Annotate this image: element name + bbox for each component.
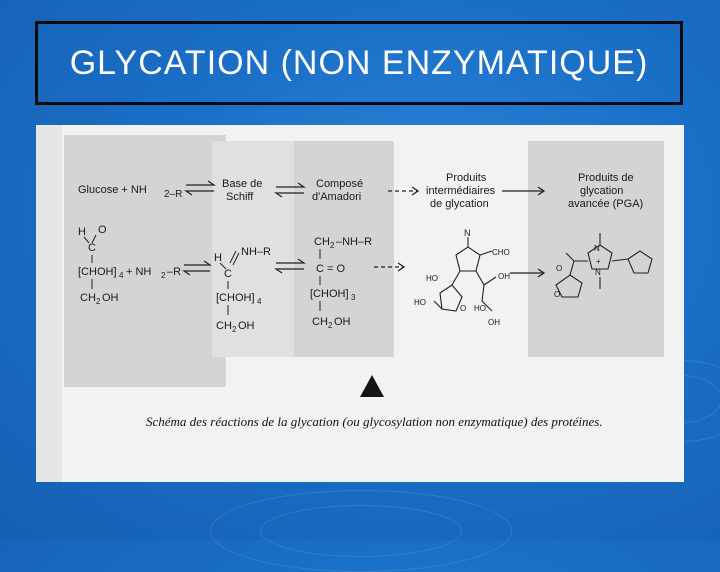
glucose-structure — [78, 224, 181, 306]
triangle-marker-icon — [360, 375, 384, 397]
svg-text:CH: CH — [312, 316, 328, 328]
svg-text:CH: CH — [314, 236, 330, 248]
intermediate-header-line1: Produits — [446, 172, 487, 184]
dashed-arrow — [388, 187, 418, 195]
pga-structure — [556, 233, 652, 297]
intermediate-header-line2: intermédiaires — [426, 185, 496, 197]
svg-text:C: C — [224, 268, 232, 280]
svg-text:[CHOH]: [CHOH] — [216, 292, 255, 304]
svg-text:N: N — [594, 244, 600, 253]
amadori-header-line1: Composé — [316, 178, 364, 190]
schiff-header-line1: Base de — [222, 178, 263, 190]
svg-text:N: N — [464, 228, 471, 238]
scanned-figure — [36, 125, 684, 482]
svg-text:2: 2 — [328, 321, 333, 330]
pga-header-line2: glycation — [580, 185, 624, 197]
svg-text:C: C — [88, 242, 96, 254]
svg-text:C = O: C = O — [316, 263, 346, 275]
svg-text:OH: OH — [498, 272, 510, 281]
svg-text:+ NH: + NH — [126, 266, 152, 278]
dashed-arrow — [374, 263, 404, 271]
svg-text:H: H — [78, 226, 86, 238]
equilibrium-arrow — [276, 259, 304, 273]
equilibrium-arrow — [186, 181, 214, 195]
equilibrium-arrow — [276, 183, 304, 197]
background-ripple — [260, 505, 462, 557]
svg-text:3: 3 — [351, 293, 356, 302]
amadori-header-line2: d'Amadori — [312, 191, 362, 203]
svg-text:4: 4 — [257, 297, 262, 306]
intermediate-structure — [434, 237, 496, 311]
svg-text:2: 2 — [96, 297, 101, 306]
intermediate-header-line3: de glycation — [430, 198, 489, 210]
svg-text:–NH–R: –NH–R — [336, 236, 373, 248]
svg-text:CH: CH — [216, 320, 232, 332]
amadori-structure — [310, 236, 372, 330]
svg-text:2: 2 — [232, 325, 237, 334]
forward-arrow — [502, 187, 544, 195]
svg-text:CHO: CHO — [492, 248, 510, 257]
svg-text:2: 2 — [330, 241, 335, 250]
svg-text:OH: OH — [102, 292, 119, 304]
pga-header-line3: avancée (PGA) — [568, 198, 644, 210]
forward-arrow — [510, 269, 544, 277]
reactants-header: Glucose + NH — [78, 184, 147, 196]
svg-text:CH: CH — [80, 292, 96, 304]
svg-text:H: H — [214, 252, 222, 264]
schiff-header-line2: Schiff — [226, 191, 254, 203]
pga-header-line1: Produits de — [578, 172, 634, 184]
svg-text:+: + — [596, 257, 601, 266]
svg-text:HO: HO — [426, 274, 438, 283]
title-box — [35, 21, 683, 105]
svg-text:OH: OH — [488, 318, 500, 327]
svg-text:OH: OH — [238, 320, 255, 332]
svg-text:O: O — [460, 304, 467, 313]
svg-text:O: O — [556, 264, 563, 273]
svg-text:NH–R: NH–R — [241, 246, 271, 258]
svg-text:–R: –R — [167, 266, 182, 278]
svg-text:2: 2 — [161, 271, 166, 280]
svg-text:[CHOH]: [CHOH] — [78, 266, 117, 278]
svg-text:4: 4 — [119, 271, 124, 280]
svg-text:[CHOH]: [CHOH] — [310, 288, 349, 300]
slide-title: GLYCATION (NON ENZYMATIQUE) — [69, 43, 649, 82]
svg-text:O: O — [554, 290, 561, 299]
svg-text:HO: HO — [474, 304, 486, 313]
svg-text:N: N — [595, 268, 601, 277]
svg-text:O: O — [98, 224, 107, 236]
r-group-header: 2–R — [164, 189, 183, 200]
pga-labels — [554, 244, 601, 299]
schiff-base-structure — [214, 246, 271, 334]
svg-text:OH: OH — [334, 316, 351, 328]
figure-caption: Schéma des réactions de la glycation (ou glycosylation non enzymatique) des protéines. — [146, 414, 603, 429]
equilibrium-arrow — [184, 261, 210, 275]
svg-text:HO: HO — [414, 298, 426, 307]
